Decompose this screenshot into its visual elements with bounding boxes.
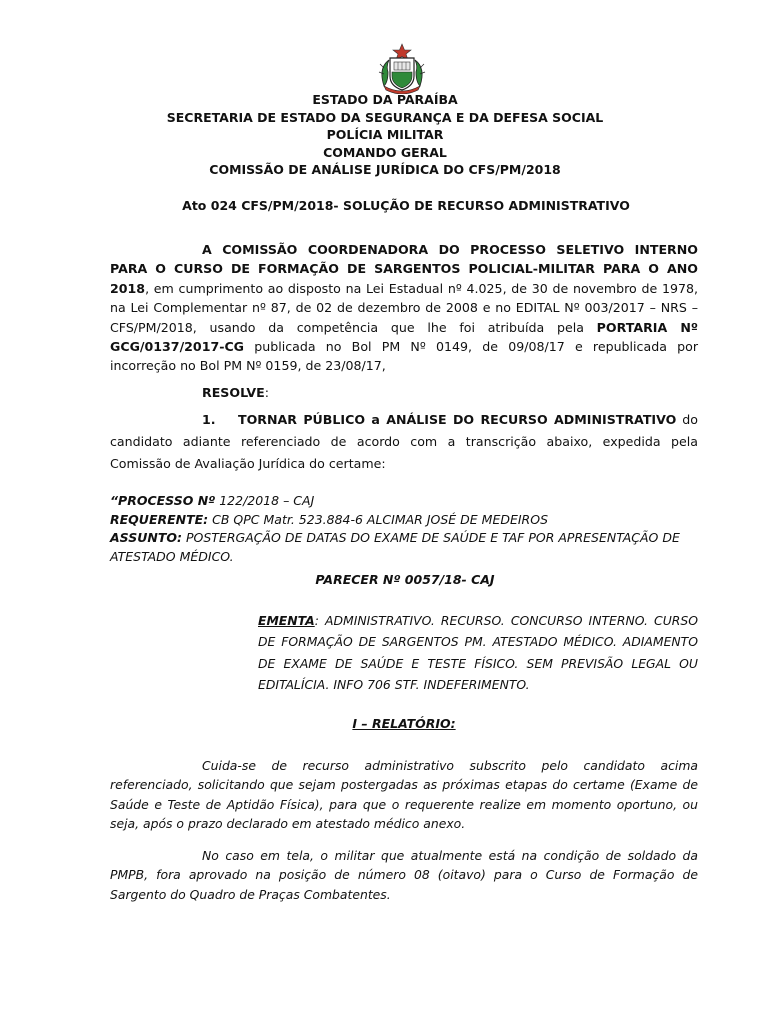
header-state: ESTADO DA PARAÍBA [312, 92, 458, 107]
header-police: POLÍCIA MILITAR [326, 127, 444, 142]
item-1-number: 1. [202, 412, 216, 427]
process-label: “PROCESSO Nº [110, 493, 216, 508]
ementa-label: EMENTA [258, 613, 315, 628]
intro-paragraph [110, 240, 698, 376]
relatorio-heading: I – RELATÓRIO: [352, 716, 456, 731]
ementa-text: : ADMINISTRATIVO. RECURSO. CONCURSO INTERNO. CURSO DE FORMAÇÃO DE SARGENTOS PM. ATESTADO MÉDICO. ADIAMENTO DE EXAME DE SAÚDE E TESTE FÍSICO. SEM PREVISÃO LEGAL OU EDITALÍCIA. INFO 706 STF. INDEFERIMENTO. [258, 613, 698, 693]
ementa-paragraph [258, 610, 698, 696]
resolve-line [110, 383, 698, 402]
intro-bold: A COMISSÃO COORDENADORA DO PROCESSO SELETIVO INTERNO PARA O CURSO DE FORMAÇÃO DE SARGENTOS POLICIAL-MILITAR PARA O ANO 2018 [110, 242, 698, 296]
process-value: 122/2018 – CAJ [215, 493, 315, 508]
item-1-text: do candidato adiante referenciado de acordo com a transcrição abaixo, expedida pela Comissão de Avaliação Jurídica do certame: [110, 412, 698, 471]
item-1-bold: TORNAR PÚBLICO a ANÁLISE DO RECURSO ADMINISTRATIVO [238, 412, 677, 427]
intro-portaria: PORTARIA Nº GCG/0137/2017-CG [110, 319, 698, 355]
requester-line [110, 511, 698, 530]
paraiba-coat-of-arms-icon [370, 42, 434, 94]
paragraph-1-text: Cuida-se de recurso administrativo subscrito pelo candidato acima referenciado, solicitando que sejam postergadas as próximas etapas do certame (Exame de Saúde e Teste de Aptidão Física), para que o requerente realize em momento oportuno, ou seja, após o prazo declarado em atestado médico anexo. [110, 758, 698, 832]
parecer-title: PARECER Nº 0057/18- CAJ [315, 572, 495, 587]
subject-label: ASSUNTO: [110, 530, 182, 545]
item-1-paragraph [110, 409, 698, 475]
resolve-colon: : [264, 385, 269, 400]
paragraph-2-text: No caso em tela, o militar que atualmente está na condição de soldado da PMPB, fora aprovado na posição de número 08 (oitavo) para o Curso de Formação de Sargento do Quadro de Praças Combatentes. [110, 848, 698, 902]
header-command: COMANDO GERAL [323, 144, 447, 160]
paragraph-1 [110, 756, 698, 834]
process-line [110, 492, 698, 511]
header-secretariat: SECRETARIA DE ESTADO DA SEGURANÇA E DA DEFESA SOCIAL [166, 109, 604, 125]
subject-line [110, 529, 698, 566]
intro-text2: publicada no Bol PM Nº 0149, de 09/08/17 e republicada por incorreção no Bol PM Nº 0159, de 23/08/17, [110, 339, 698, 374]
resolve-label: RESOLVE [202, 385, 265, 400]
subject-value: POSTERGAÇÃO DE DATAS DO EXAME DE SAÚDE E TAF POR APRESENTAÇÃO DE ATESTADO MÉDICO. [110, 530, 680, 564]
act-title: Ato 024 CFS/PM/2018- SOLUÇÃO DE RECURSO ADMINISTRATIVO [182, 198, 630, 213]
paragraph-2 [110, 846, 698, 904]
requester-value: CB QPC Matr. 523.884-6 ALCIMAR JOSÉ DE MEDEIROS [208, 512, 549, 527]
requester-label: REQUERENTE: [110, 512, 209, 527]
header-commission: COMISSÃO DE ANÁLISE JURÍDICA DO CFS/PM/2018 [209, 162, 561, 177]
intro-text1: , em cumprimento ao disposto na Lei Estadual nº 4.025, de 30 de novembro de 1978, na Lei Complementar nº 87, de 02 de dezembro de 2008 e no EDITAL Nº 003/2017 – NRS – CFS/PM/2018, usando da competência que lhe foi atribuída pela [110, 280, 698, 335]
